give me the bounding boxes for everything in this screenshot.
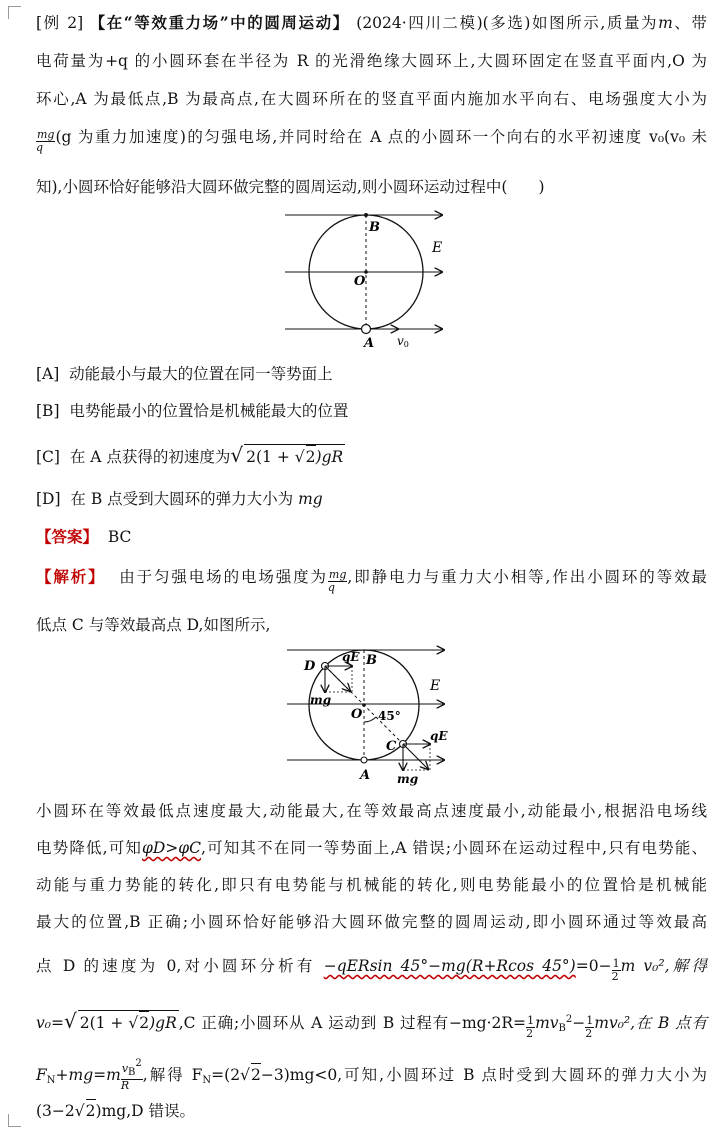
label-A: A xyxy=(364,336,375,351)
analysis-label: 【解析】 xyxy=(36,567,106,586)
question-text: (g 为重力加速度)的匀强电场,并同时给在 A 点的小圆环一个向右的水平初速度 v₀(v₀ 未 xyxy=(55,128,707,146)
option-A-label: [A] xyxy=(36,365,60,383)
label-qE-bottom: qE xyxy=(430,729,448,743)
analysis-line-1: 【解析】 由于匀强电场的电场强度为 $\frac{mg}{q}$ ,即静电力与重力大小相等,作出小圆环的等效最 xyxy=(36,567,707,594)
label-D: D xyxy=(304,659,316,674)
option-B xyxy=(36,400,707,422)
analysis-line-4: 电势降低,可知φD>φC,可知其不在同一等势面上,A 错误;小圆环在运动过程中,只有电势能、 xyxy=(36,839,707,857)
option-D xyxy=(36,488,707,510)
point-O xyxy=(362,703,366,707)
analysis-line-9: $F_N+mg=m$ $\frac{v_B^2}{R}$ ,解得 $F_N=(2√2-3)mg<0$,可知,小圆环过 B 点时受到大圆环的弹力大小为 xyxy=(36,1058,708,1092)
potential-comparison: φD>φC xyxy=(142,839,202,857)
label-angle: 45° xyxy=(378,709,401,723)
option-B-label: [B] xyxy=(36,402,60,420)
question-line-1 xyxy=(36,12,707,34)
label-B: B xyxy=(366,653,377,668)
option-D-mg: mg xyxy=(298,490,323,508)
resultant-at-D xyxy=(325,666,350,691)
label-v0: v0 xyxy=(397,334,409,349)
option-C-label: [C] xyxy=(36,448,60,466)
question-line-5: 知),小圆环恰好能够沿大圆环做完整的圆周运动,则小圆环运动过程中( ) xyxy=(36,178,545,196)
label-qE-top: qE xyxy=(342,650,360,664)
label-O: O xyxy=(351,707,363,722)
option-A-text: 动能最小与最大的位置在同一等势面上 xyxy=(69,365,333,383)
analysis-line-7: 点 D 的速度为 0,对小圆环分析有 −qERsin 45°−mg(R+Rcos 45°)=0− $\frac{1}{2}$ m v₀²,解得 xyxy=(36,957,707,983)
angle-arc xyxy=(364,717,376,722)
option-C-radical: 2(1 + √2)gR xyxy=(244,444,345,468)
analysis-line-10: (3−2√2)mg,D 错误。 xyxy=(36,1099,707,1122)
answer-value: BC xyxy=(107,528,132,546)
answer-label: 【答案】 xyxy=(36,527,99,546)
mass-symbol: m xyxy=(658,14,673,32)
option-D-text: 在 B 点受到大圆环的弹力大小为 xyxy=(70,490,299,508)
label-B: B xyxy=(369,220,380,235)
analysis-line-2: 低点 C 与等效最高点 D,如图所示, xyxy=(36,616,271,634)
analysis-fraction: $\frac{mg}{q}$ xyxy=(327,568,347,594)
point-A xyxy=(361,757,367,763)
label-mg-top: mg xyxy=(310,693,332,707)
topic-title: 【在“等效重力场”中的圆周运动】 xyxy=(89,13,350,32)
answer-line xyxy=(36,526,707,548)
analysis-line-6: 最大的位置,B 正确;小圆环恰好能够沿大圆环做完整的圆周运动,即小圆环通过等效最高 xyxy=(36,913,707,931)
question-source: (2024·四川二模)(多选) xyxy=(356,14,531,32)
label-C: C xyxy=(386,739,397,754)
question-text: 如图所示,质量为 xyxy=(530,14,659,32)
question-text: 、带 xyxy=(672,14,707,32)
analysis-line-5: 动能与重力势能的转化,即只有电势能与机械能的转化,则电势能最小的位置恰是机械能 xyxy=(36,876,707,894)
option-B-text: 电势能最小的位置恰是机械能最大的位置 xyxy=(69,402,349,420)
field-fraction: $\frac{mg}{q}$ xyxy=(36,128,55,154)
resultant-at-C xyxy=(403,744,428,769)
option-A xyxy=(36,363,707,385)
question-line-4 xyxy=(36,126,707,154)
energy-equation: −qERsin 45°−mg(R+Rcos 45°) xyxy=(323,957,576,975)
figure-2 xyxy=(282,642,457,792)
label-E: E xyxy=(430,678,441,694)
option-C-text: 在 A 点获得的初速度为 xyxy=(69,448,231,466)
label-O: O xyxy=(354,274,366,289)
small-ring xyxy=(362,325,371,334)
question-line-3: 环心,A 为最低点,B 为最高点,在大圆环所在的竖直平面内施加水平向右、电场强度大小为 xyxy=(36,90,707,108)
corner-mark-bottom-left xyxy=(8,1114,21,1127)
corner-mark-top-left xyxy=(8,6,21,19)
example-label: [例 2] xyxy=(36,14,84,32)
v0-radical: 2(1 + √2)gR xyxy=(78,1010,179,1034)
label-E: E xyxy=(432,240,443,256)
label-A: A xyxy=(360,768,371,783)
figure-1 xyxy=(280,205,450,355)
analysis-line-8: v₀=√ 2(1 + √2)gR ,C 正确;小圆环从 A 运动到 B 过程有−mg·2R= $\frac{1}{2}$ $mv_B^2-$ $\frac{1}{2}$ mv₀²,在 B 点有 xyxy=(36,1009,707,1040)
option-C: [C] 在 A 点获得的初速度为√ 2(1 + √2)gR xyxy=(36,443,344,467)
point-B xyxy=(364,213,368,217)
analysis-line-3: 小圆环在等效最低点速度最大,动能最大,在等效最高点速度最小,动能最小,根据沿电场线 xyxy=(36,802,707,820)
question-line-2: 电荷量为+q 的小圆环套在半径为 R 的光滑绝缘大圆环上,大圆环固定在竖直平面内,O 为 xyxy=(36,52,707,70)
option-D-label: [D] xyxy=(36,490,61,508)
label-mg-bottom: mg xyxy=(397,772,419,786)
